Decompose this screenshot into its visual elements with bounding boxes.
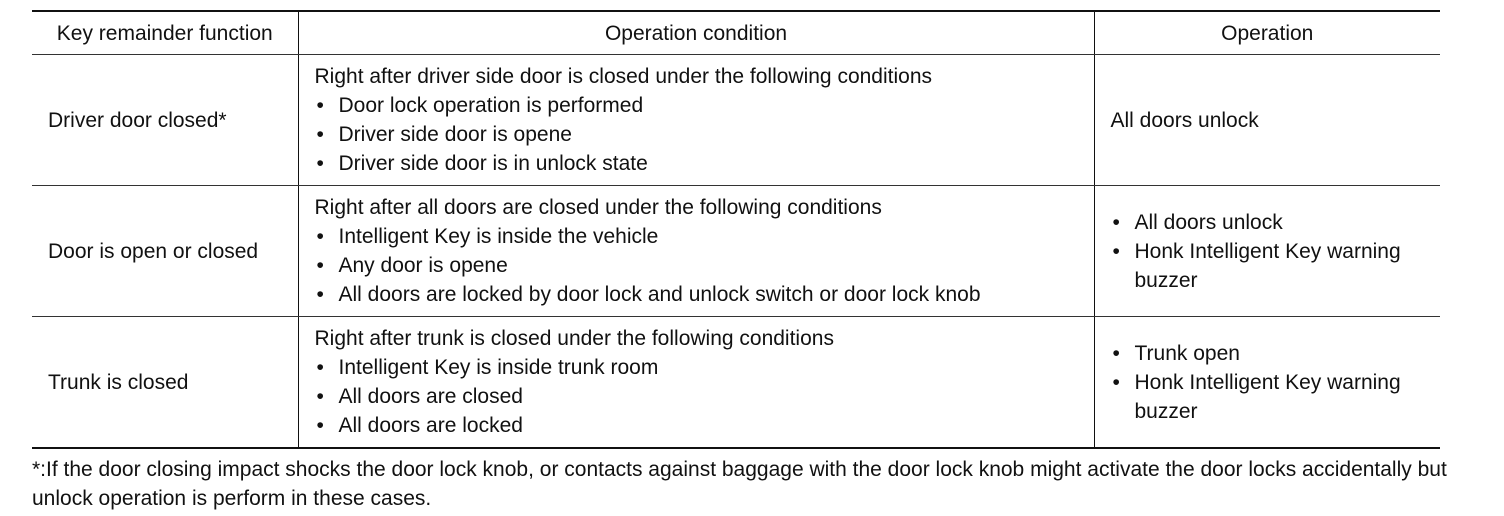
condition-text: Door lock operation is performed xyxy=(338,94,644,117)
bullet-icon: • xyxy=(316,385,324,408)
condition-list xyxy=(315,91,1078,178)
bullet-icon: • xyxy=(316,152,324,175)
condition-list xyxy=(315,222,1078,309)
header-row xyxy=(32,11,1440,55)
list-item xyxy=(315,120,1078,149)
function-cell: Driver door closed* xyxy=(32,55,298,186)
condition-cell xyxy=(298,186,1094,317)
list-item xyxy=(1111,237,1425,295)
table-row xyxy=(32,55,1440,186)
header-condition: Operation condition xyxy=(298,11,1094,55)
list-item xyxy=(315,353,1078,382)
list-item xyxy=(315,222,1078,251)
list-item xyxy=(315,280,1078,309)
list-item xyxy=(1111,368,1425,426)
table-row xyxy=(32,186,1440,317)
operation-list xyxy=(1111,208,1425,295)
condition-cell xyxy=(298,55,1094,186)
condition-text: Driver side door is opene xyxy=(338,123,572,146)
list-item xyxy=(315,91,1078,120)
bullet-icon: • xyxy=(316,414,324,437)
bullet-icon: • xyxy=(1112,341,1120,365)
operation-text: Honk Intelligent Key warning buzzer xyxy=(1134,239,1401,292)
list-item xyxy=(315,382,1078,411)
bullet-icon: • xyxy=(316,283,324,306)
document xyxy=(32,10,1447,513)
operation-text: All doors unlock xyxy=(1110,108,1259,132)
list-item xyxy=(315,411,1078,440)
bullet-icon: • xyxy=(316,94,324,117)
condition-intro: Right after all doors are closed under the following conditions xyxy=(314,196,882,219)
bullet-icon: • xyxy=(1112,210,1120,234)
operation-text: Honk Intelligent Key warning buzzer xyxy=(1134,370,1401,423)
function-cell: Trunk is closed xyxy=(32,317,298,449)
header-operation: Operation xyxy=(1094,11,1440,55)
condition-text: All doors are closed xyxy=(338,385,523,408)
list-item xyxy=(1111,339,1425,368)
footnote: *:If the door closing impact shocks the door lock knob, or contacts against baggage with the door lock knob might activate the door locks accidentally but unlock operation is perform in these cases. xyxy=(32,458,1447,510)
key-reminder-table xyxy=(32,10,1440,449)
condition-text: All doors are locked xyxy=(338,414,523,437)
header-function: Key remainder function xyxy=(32,11,298,55)
operation-cell xyxy=(1094,186,1440,317)
operation-text: Trunk open xyxy=(1134,341,1240,365)
operation-list xyxy=(1111,339,1425,426)
list-item xyxy=(1111,208,1425,237)
bullet-icon: • xyxy=(316,254,324,277)
operation-cell xyxy=(1094,55,1440,186)
condition-text: All doors are locked by door lock and unlock switch or door lock knob xyxy=(338,283,981,306)
condition-intro: Right after driver side door is closed under the following conditions xyxy=(314,65,933,88)
bullet-icon: • xyxy=(316,123,324,146)
function-cell: Door is open or closed xyxy=(32,186,298,317)
condition-list xyxy=(315,353,1078,440)
bullet-icon: • xyxy=(1112,370,1120,394)
operation-text: All doors unlock xyxy=(1134,210,1283,234)
bullet-icon: • xyxy=(1112,239,1120,263)
condition-text: Any door is opene xyxy=(338,254,508,277)
operation-cell xyxy=(1094,317,1440,449)
table-row xyxy=(32,317,1440,449)
list-item xyxy=(315,251,1078,280)
condition-text: Intelligent Key is inside the vehicle xyxy=(338,225,659,248)
bullet-icon: • xyxy=(316,356,324,379)
list-item xyxy=(315,149,1078,178)
condition-intro: Right after trunk is closed under the following conditions xyxy=(314,327,834,350)
condition-text: Driver side door is in unlock state xyxy=(338,152,648,175)
condition-text: Intelligent Key is inside trunk room xyxy=(338,356,659,379)
bullet-icon: • xyxy=(316,225,324,248)
condition-cell xyxy=(298,317,1094,449)
